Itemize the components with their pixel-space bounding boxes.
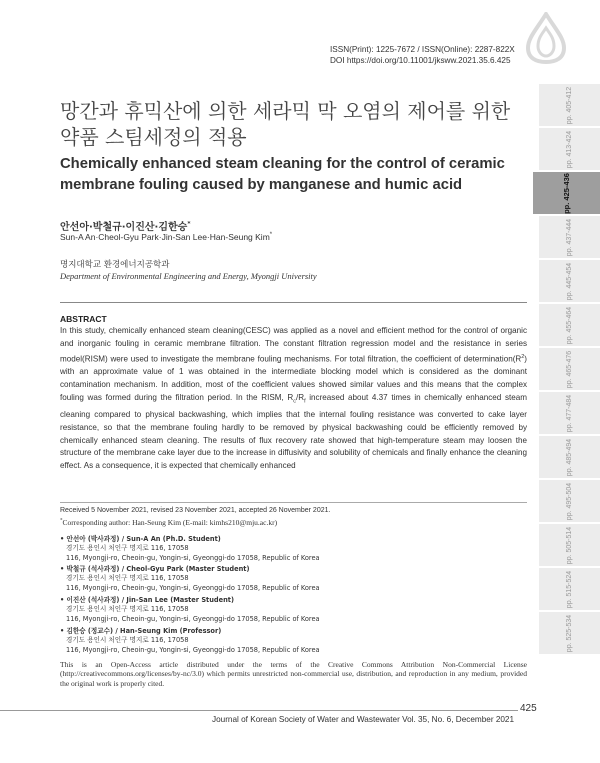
side-tab-item[interactable] [539, 348, 600, 391]
issn-info [330, 44, 515, 66]
journal-logo-icon [522, 12, 570, 64]
side-tab-label: pp. 465-476 [566, 350, 573, 388]
doi-line: DOI https://doi.org/10.11001/jksww.2021.35.6.425 [330, 56, 511, 65]
abstract-body [60, 325, 527, 473]
title-english: Chemically enhanced steam cleaning for the control of ceramic membrane fouling caused by manganese and humic acid [60, 156, 505, 193]
side-tab-label: pp. 485-494 [566, 438, 573, 476]
issn-line: ISSN(Print): 1225-7672 / ISSN(Online): 2287-822X [330, 45, 515, 54]
side-tab-label: pp. 405-412 [566, 86, 573, 124]
affiliation-korean: 명지대학교 환경에너지공학과 [60, 260, 170, 270]
author-address-en: 116, Myongji-ro, Cheoin-gu, Yongin-si, Gyeonggi-do 17058, Republic of Korea [66, 583, 320, 592]
author-address-ko: 경기도 용인시 처인구 명지로 116, 17058 [66, 636, 189, 645]
abstract-sub-f: f [304, 398, 306, 405]
side-tab-item[interactable] [539, 128, 600, 171]
author-address-en: 116, Myongji-ro, Cheoin-gu, Yongin-si, Gyeonggi-do 17058, Republic of Korea [66, 553, 320, 562]
authors-korean-names: 안선아·박철규·이진산·김한승 [60, 222, 188, 233]
page-number: 425 [520, 703, 537, 714]
author-name: • 김한승 (정교수) / Han-Seung Kim (Professor) [60, 627, 222, 635]
side-tab-label: pp. 525-534 [566, 614, 573, 652]
abstract-sub-c: c [293, 398, 296, 405]
side-issue-tabs [539, 84, 600, 664]
authors-english-names: Sun-A An·Cheol-Gyu Park·Jin-San Lee·Han-Seung Kim [60, 232, 270, 242]
received-dates: Received 5 November 2021, revised 23 November 2021, accepted 26 November 2021. [60, 507, 331, 514]
side-tab-item[interactable] [539, 260, 600, 303]
author-info-3 [60, 596, 320, 624]
abstract-text-3: /R [295, 393, 305, 403]
affiliation-english: Department of Environmental Engineering and Energy, Myongji University [60, 271, 317, 281]
abstract-sup: 2 [521, 353, 525, 360]
authors-english [60, 232, 272, 242]
side-tab-label: pp. 495-504 [566, 482, 573, 520]
side-tab-label: pp. 455-464 [566, 306, 573, 344]
side-tab-label: pp. 505-514 [566, 526, 573, 564]
side-tab-item[interactable] [539, 436, 600, 479]
corresponding-author-text: Corresponding author: Han-Seung Kim (E-mail: kimhs210@mju.ac.kr) [62, 518, 278, 527]
author-address-en: 116, Myongji-ro, Cheoin-gu, Yongin-si, Gyeonggi-do 17058, Republic of Korea [66, 645, 320, 654]
author-info-1 [60, 535, 320, 563]
side-tab-label: pp. 477-484 [566, 394, 573, 432]
author-address-en: 116, Myongji-ro, Cheoin-gu, Yongin-si, Gyeonggi-do 17058, Republic of Korea [66, 614, 320, 623]
footnote-divider [60, 502, 527, 503]
author-info-2 [60, 565, 320, 593]
side-tab-item[interactable] [539, 216, 600, 259]
side-tab-label: pp. 445-454 [566, 262, 573, 300]
side-tab-item[interactable] [539, 480, 600, 523]
side-tab-label: pp. 413-424 [566, 130, 573, 168]
corr-mark: * [60, 518, 63, 524]
author-address-ko: 경기도 용인시 처인구 명지로 116, 17058 [66, 544, 189, 553]
author-name: • 안선아 (박사과정) / Sun-A An (Ph.D. Student) [60, 535, 221, 543]
author-info-4 [60, 627, 320, 655]
side-tab-item[interactable] [539, 568, 600, 611]
author-address-ko: 경기도 용인시 처인구 명지로 116, 17058 [66, 574, 189, 583]
side-tab-item[interactable] [539, 304, 600, 347]
footer-divider [0, 710, 518, 711]
title-korean: 망간과 휴믹산에 의한 세라믹 막 오염의 제어를 위한 약품 스팀세정의 적용 [60, 99, 511, 149]
side-tab-item[interactable] [539, 392, 600, 435]
side-tab-label: pp. 437-444 [566, 218, 573, 256]
side-tab-item[interactable] [533, 172, 600, 215]
author-name: • 이진산 (석사과정) / Jin-San Lee (Master Student) [60, 596, 234, 604]
side-tab-label: pp. 425-436 [561, 172, 571, 214]
abstract-text-4: increased about 4.37 times in chemically enhanced steam cleaning compared to physical backwashing, which implies that the internal fouling resistance was converted to cake layer resistance, so that the membrane fouling hardly to be removed by physical backwashing could be efficiently removed by chemically enhanced steam cleaning. The results of flux recovery rate showed that high-temperature steam may loosen the structure of the membrane cake layer due to the increase in diffusivity and solubility of chemicals and finally enhance the cleaning effect. As a consequence, it is expected that chemically enhanced [60, 393, 527, 471]
journal-citation: Journal of Korean Society of Water and Wastewater Vol. 35, No. 6, December 2021 [212, 715, 515, 724]
corresponding-mark-en: * [269, 232, 273, 239]
abstract-text-2: ) with an approximate value of 1 was obtained in the intermediate blocking model which is considered as the dominant contamination mechanism. In addition, most of the coefficient values showed similar values and this means that the complex fouling was formed during the filtration period. In the RISM, R [60, 354, 527, 403]
abstract-heading: ABSTRACT [60, 314, 107, 324]
authors-korean [60, 218, 190, 233]
side-tab-item[interactable] [539, 612, 600, 655]
corresponding-author [60, 518, 277, 527]
license-text: This is an Open-Access article distributed under the terms of the Creative Commons Attribution Non-Commercial License (http://creativecommons.org/licenses/by-nc/3.0) which permits unrestricted non-commercial use, distribution, and reproduction in any medium, provided the original work is properly cited. [60, 660, 527, 688]
author-name: • 박철규 (석사과정) / Cheol-Gyu Park (Master Student) [60, 565, 250, 573]
abstract-text-1: In this study, chemically enhanced steam cleaning(CESC) was applied as a novel and efficient method for the control of organic and inorganic fouling in ceramic membrane filtration. The constant filtration regression model and the resistance in series model(RISM) were used to investigate the membrane fouling mechanisms. For total filtration, the coefficient of determination(R [60, 326, 527, 364]
author-address-ko: 경기도 용인시 처인구 명지로 116, 17058 [66, 605, 189, 614]
side-tab-item[interactable] [539, 524, 600, 567]
abstract-divider [60, 302, 527, 303]
side-tab-item[interactable] [539, 84, 600, 127]
side-tab-label: pp. 515-524 [566, 570, 573, 608]
corresponding-mark: * [187, 220, 191, 228]
